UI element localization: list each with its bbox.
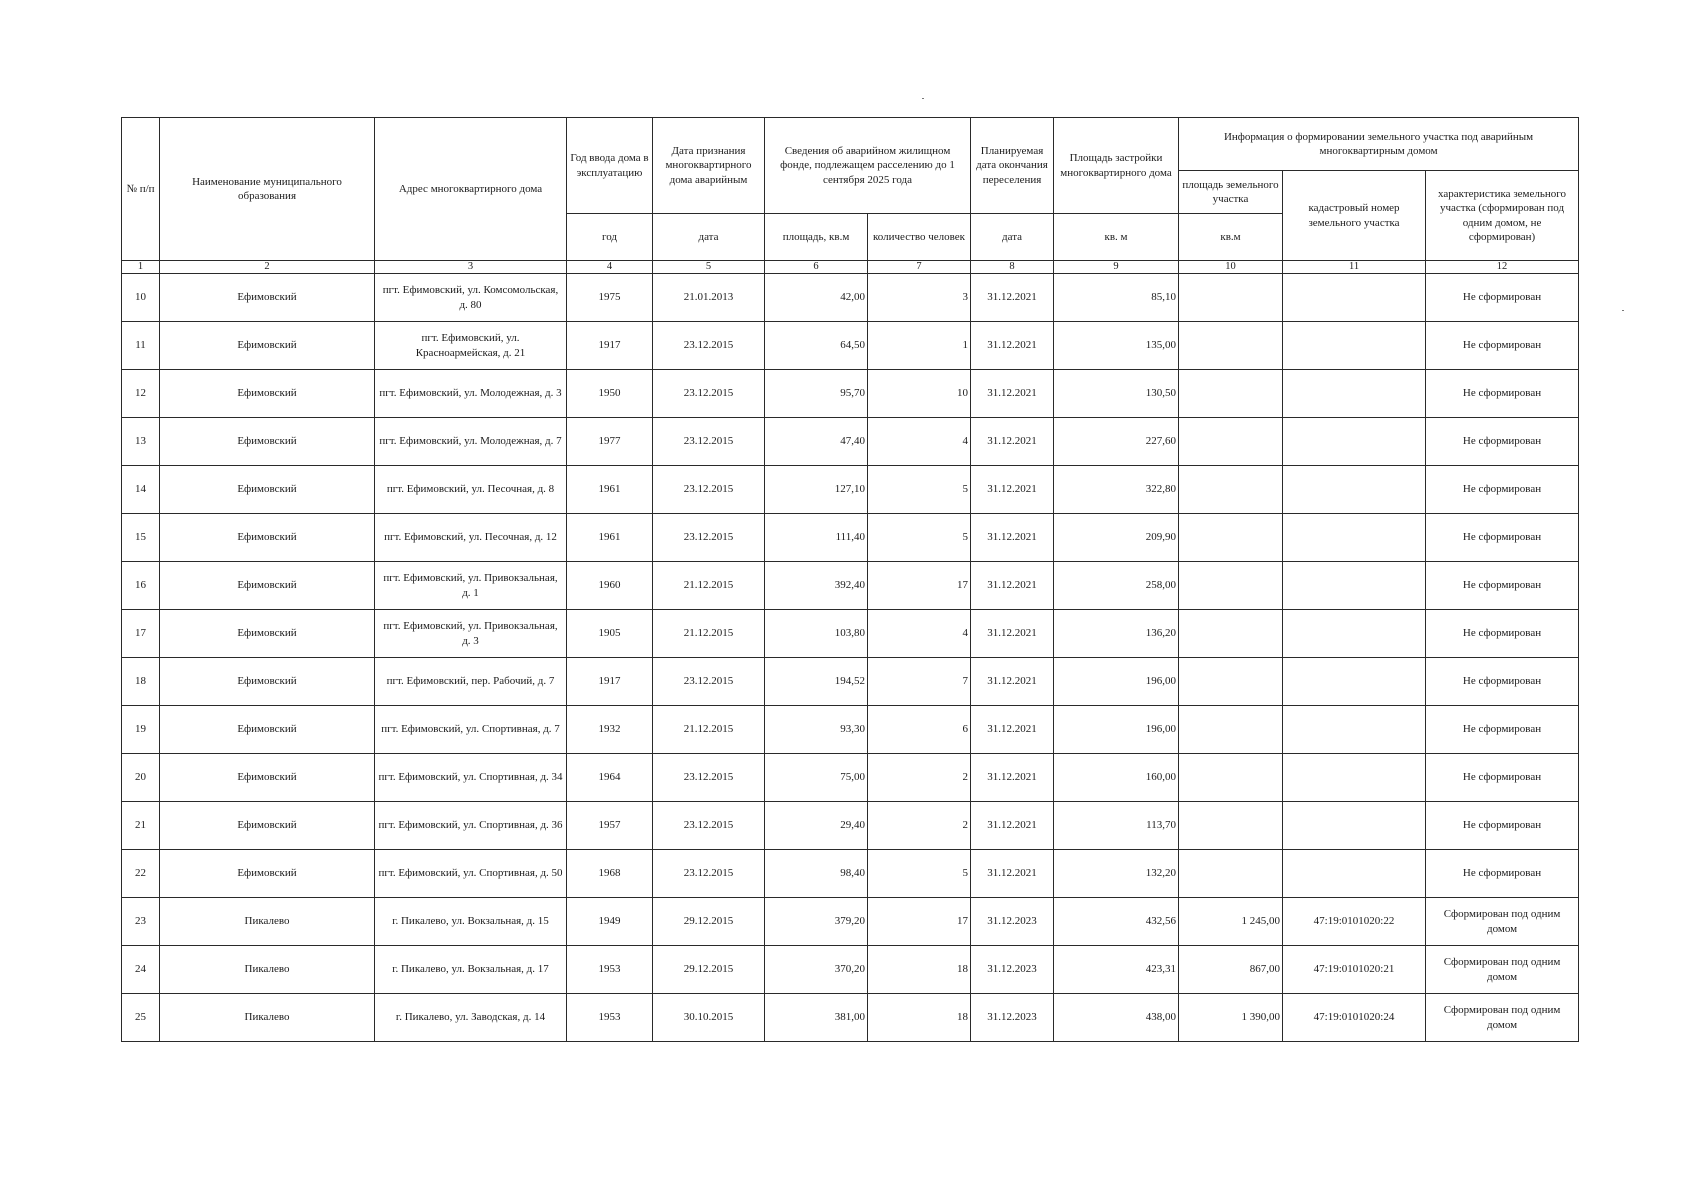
column-number: 1	[122, 261, 160, 274]
cadastral-number-cell: 47:19:0101020:24	[1283, 994, 1426, 1042]
resettlement-date-cell: 31.12.2021	[971, 466, 1054, 514]
address-cell: пгт. Ефимовский, ул. Комсомольская, д. 80	[375, 274, 567, 322]
land-area-cell	[1179, 802, 1283, 850]
year-cell: 1950	[567, 370, 653, 418]
municipality-cell: Ефимовский	[160, 418, 375, 466]
resettlement-date-cell: 31.12.2021	[971, 514, 1054, 562]
recognition-date-cell: 23.12.2015	[653, 514, 765, 562]
municipality-cell: Ефимовский	[160, 754, 375, 802]
area-cell: 103,80	[765, 610, 868, 658]
people-count-cell: 7	[868, 658, 971, 706]
table-row	[122, 850, 1579, 898]
header-no: № п/п	[122, 118, 160, 261]
building-area-cell: 135,00	[1054, 322, 1179, 370]
land-characteristic-cell: Не сформирован	[1426, 850, 1579, 898]
people-count-cell: 18	[868, 946, 971, 994]
row-number-cell: 14	[122, 466, 160, 514]
column-number: 11	[1283, 261, 1426, 274]
year-cell: 1953	[567, 946, 653, 994]
unit-date: дата	[653, 214, 765, 261]
cadastral-number-cell	[1283, 514, 1426, 562]
building-area-cell: 196,00	[1054, 706, 1179, 754]
land-characteristic-cell: Не сформирован	[1426, 562, 1579, 610]
recognition-date-cell: 23.12.2015	[653, 802, 765, 850]
resettlement-date-cell: 31.12.2023	[971, 898, 1054, 946]
people-count-cell: 2	[868, 802, 971, 850]
land-characteristic-cell: Не сформирован	[1426, 418, 1579, 466]
recognition-date-cell: 23.12.2015	[653, 370, 765, 418]
land-characteristic-cell: Не сформирован	[1426, 610, 1579, 658]
header-municipality: Наименование муниципального образования	[160, 118, 375, 261]
address-cell: пгт. Ефимовский, ул. Песочная, д. 12	[375, 514, 567, 562]
row-number-cell: 17	[122, 610, 160, 658]
address-cell: пгт. Ефимовский, ул. Молодежная, д. 3	[375, 370, 567, 418]
row-number-cell: 24	[122, 946, 160, 994]
land-area-cell	[1179, 706, 1283, 754]
unit-date: дата	[971, 214, 1054, 261]
municipality-cell: Ефимовский	[160, 850, 375, 898]
resettlement-date-cell: 31.12.2021	[971, 562, 1054, 610]
header-year: Год ввода дома в эксплуатацию	[567, 118, 653, 214]
recognition-date-cell: 23.12.2015	[653, 658, 765, 706]
unit-people: количество человек	[868, 214, 971, 261]
year-cell: 1917	[567, 658, 653, 706]
row-number-cell: 22	[122, 850, 160, 898]
table-row	[122, 514, 1579, 562]
area-cell: 392,40	[765, 562, 868, 610]
recognition-date-cell: 23.12.2015	[653, 850, 765, 898]
unit-year: год	[567, 214, 653, 261]
area-cell: 29,40	[765, 802, 868, 850]
land-characteristic-cell: Не сформирован	[1426, 370, 1579, 418]
header-land-area: площадь земельного участка	[1179, 171, 1283, 214]
column-number: 3	[375, 261, 567, 274]
year-cell: 1960	[567, 562, 653, 610]
year-cell: 1957	[567, 802, 653, 850]
people-count-cell: 4	[868, 418, 971, 466]
cadastral-number-cell	[1283, 466, 1426, 514]
recognition-date-cell: 23.12.2015	[653, 754, 765, 802]
land-characteristic-cell: Сформирован под одним домом	[1426, 994, 1579, 1042]
recognition-date-cell: 23.12.2015	[653, 466, 765, 514]
address-cell: пгт. Ефимовский, ул. Привокзальная, д. 1	[375, 562, 567, 610]
building-area-cell: 160,00	[1054, 754, 1179, 802]
address-cell: пгт. Ефимовский, ул. Спортивная, д. 50	[375, 850, 567, 898]
area-cell: 370,20	[765, 946, 868, 994]
column-number: 5	[653, 261, 765, 274]
year-cell: 1968	[567, 850, 653, 898]
year-cell: 1961	[567, 514, 653, 562]
header-land-characteristic: характеристика земельного участка (сформирован под одним домом, не сформирован)	[1426, 171, 1579, 261]
row-number-cell: 12	[122, 370, 160, 418]
municipality-cell: Пикалево	[160, 994, 375, 1042]
header-resettlement-date: Планируемая дата окончания переселения	[971, 118, 1054, 214]
cadastral-number-cell	[1283, 322, 1426, 370]
year-cell: 1917	[567, 322, 653, 370]
table-row	[122, 898, 1579, 946]
column-number: 2	[160, 261, 375, 274]
area-cell: 95,70	[765, 370, 868, 418]
people-count-cell: 5	[868, 850, 971, 898]
table-row	[122, 370, 1579, 418]
land-area-cell	[1179, 850, 1283, 898]
table-row	[122, 562, 1579, 610]
area-cell: 379,20	[765, 898, 868, 946]
building-area-cell: 258,00	[1054, 562, 1179, 610]
resettlement-date-cell: 31.12.2021	[971, 850, 1054, 898]
area-cell: 111,40	[765, 514, 868, 562]
people-count-cell: 5	[868, 466, 971, 514]
scan-speck	[1622, 310, 1624, 311]
municipality-cell: Ефимовский	[160, 322, 375, 370]
building-area-cell: 322,80	[1054, 466, 1179, 514]
land-area-cell	[1179, 754, 1283, 802]
recognition-date-cell: 21.12.2015	[653, 562, 765, 610]
table-row	[122, 754, 1579, 802]
area-cell: 127,10	[765, 466, 868, 514]
area-cell: 64,50	[765, 322, 868, 370]
land-area-cell	[1179, 322, 1283, 370]
people-count-cell: 10	[868, 370, 971, 418]
table-row	[122, 658, 1579, 706]
land-area-cell	[1179, 562, 1283, 610]
column-number: 4	[567, 261, 653, 274]
column-number: 12	[1426, 261, 1579, 274]
row-number-cell: 13	[122, 418, 160, 466]
recognition-date-cell: 29.12.2015	[653, 946, 765, 994]
year-cell: 1975	[567, 274, 653, 322]
land-area-cell: 1 390,00	[1179, 994, 1283, 1042]
recognition-date-cell: 21.12.2015	[653, 706, 765, 754]
land-area-cell	[1179, 658, 1283, 706]
column-number: 10	[1179, 261, 1283, 274]
land-characteristic-cell: Не сформирован	[1426, 466, 1579, 514]
table-row	[122, 466, 1579, 514]
year-cell: 1953	[567, 994, 653, 1042]
year-cell: 1961	[567, 466, 653, 514]
table-row	[122, 706, 1579, 754]
land-area-cell	[1179, 610, 1283, 658]
land-area-cell: 867,00	[1179, 946, 1283, 994]
unit-building-area: кв. м	[1054, 214, 1179, 261]
people-count-cell: 18	[868, 994, 971, 1042]
address-cell: г. Пикалево, ул. Заводская, д. 14	[375, 994, 567, 1042]
header-building-area: Площадь застройки многоквартирного дома	[1054, 118, 1179, 214]
cadastral-number-cell	[1283, 658, 1426, 706]
resettlement-date-cell: 31.12.2021	[971, 274, 1054, 322]
municipality-cell: Ефимовский	[160, 610, 375, 658]
resettlement-date-cell: 31.12.2023	[971, 994, 1054, 1042]
area-cell: 42,00	[765, 274, 868, 322]
resettlement-date-cell: 31.12.2021	[971, 802, 1054, 850]
land-area-cell	[1179, 466, 1283, 514]
header-cadastral: кадастровый номер земельного участка	[1283, 171, 1426, 261]
municipality-cell: Ефимовский	[160, 370, 375, 418]
people-count-cell: 5	[868, 514, 971, 562]
row-number-cell: 11	[122, 322, 160, 370]
column-number: 7	[868, 261, 971, 274]
year-cell: 1977	[567, 418, 653, 466]
year-cell: 1964	[567, 754, 653, 802]
column-number-row	[122, 261, 1579, 274]
row-number-cell: 10	[122, 274, 160, 322]
people-count-cell: 17	[868, 898, 971, 946]
land-characteristic-cell: Не сформирован	[1426, 658, 1579, 706]
cadastral-number-cell	[1283, 370, 1426, 418]
land-area-cell	[1179, 418, 1283, 466]
row-number-cell: 25	[122, 994, 160, 1042]
recognition-date-cell: 21.01.2013	[653, 274, 765, 322]
land-characteristic-cell: Не сформирован	[1426, 802, 1579, 850]
address-cell: пгт. Ефимовский, ул. Спортивная, д. 34	[375, 754, 567, 802]
address-cell: пгт. Ефимовский, ул. Песочная, д. 8	[375, 466, 567, 514]
land-area-cell	[1179, 514, 1283, 562]
table-body	[122, 261, 1579, 1042]
land-area-cell	[1179, 274, 1283, 322]
land-characteristic-cell: Не сформирован	[1426, 322, 1579, 370]
recognition-date-cell: 23.12.2015	[653, 322, 765, 370]
cadastral-number-cell	[1283, 850, 1426, 898]
year-cell: 1932	[567, 706, 653, 754]
table-row	[122, 994, 1579, 1042]
building-area-cell: 85,10	[1054, 274, 1179, 322]
resettlement-date-cell: 31.12.2021	[971, 610, 1054, 658]
municipality-cell: Ефимовский	[160, 466, 375, 514]
cadastral-number-cell	[1283, 610, 1426, 658]
cadastral-number-cell	[1283, 274, 1426, 322]
cadastral-number-cell	[1283, 562, 1426, 610]
area-cell: 75,00	[765, 754, 868, 802]
area-cell: 93,30	[765, 706, 868, 754]
resettlement-date-cell: 31.12.2021	[971, 658, 1054, 706]
resettlement-date-cell: 31.12.2021	[971, 370, 1054, 418]
building-area-cell: 130,50	[1054, 370, 1179, 418]
resettlement-date-cell: 31.12.2021	[971, 418, 1054, 466]
building-area-cell: 132,20	[1054, 850, 1179, 898]
table-row	[122, 322, 1579, 370]
land-area-cell: 1 245,00	[1179, 898, 1283, 946]
resettlement-date-cell: 31.12.2021	[971, 706, 1054, 754]
scan-speck	[922, 98, 924, 99]
recognition-date-cell: 23.12.2015	[653, 418, 765, 466]
table-row	[122, 802, 1579, 850]
address-cell: пгт. Ефимовский, ул. Красноармейская, д. 21	[375, 322, 567, 370]
building-area-cell: 113,70	[1054, 802, 1179, 850]
cadastral-number-cell	[1283, 418, 1426, 466]
row-number-cell: 15	[122, 514, 160, 562]
header-address: Адрес многоквартирного дома	[375, 118, 567, 261]
header-land-info: Информация о формировании земельного участка под аварийным многоквартирным домом	[1179, 118, 1579, 171]
municipality-cell: Ефимовский	[160, 802, 375, 850]
table-row	[122, 274, 1579, 322]
municipality-cell: Ефимовский	[160, 706, 375, 754]
column-number: 6	[765, 261, 868, 274]
cadastral-number-cell	[1283, 754, 1426, 802]
area-cell: 381,00	[765, 994, 868, 1042]
people-count-cell: 3	[868, 274, 971, 322]
municipality-cell: Пикалево	[160, 898, 375, 946]
building-area-cell: 209,90	[1054, 514, 1179, 562]
land-characteristic-cell: Сформирован под одним домом	[1426, 898, 1579, 946]
address-cell: пгт. Ефимовский, ул. Спортивная, д. 36	[375, 802, 567, 850]
area-cell: 47,40	[765, 418, 868, 466]
land-characteristic-cell: Не сформирован	[1426, 514, 1579, 562]
unit-land-area: кв.м	[1179, 214, 1283, 261]
year-cell: 1949	[567, 898, 653, 946]
municipality-cell: Ефимовский	[160, 514, 375, 562]
column-number: 9	[1054, 261, 1179, 274]
unit-area: площадь, кв.м	[765, 214, 868, 261]
recognition-date-cell: 21.12.2015	[653, 610, 765, 658]
table-row	[122, 946, 1579, 994]
table-row	[122, 610, 1579, 658]
resettlement-table	[121, 117, 1579, 1042]
row-number-cell: 23	[122, 898, 160, 946]
header-recognition-date: Дата признания многоквартирного дома аварийным	[653, 118, 765, 214]
building-area-cell: 136,20	[1054, 610, 1179, 658]
address-cell: пгт. Ефимовский, пер. Рабочий, д. 7	[375, 658, 567, 706]
row-number-cell: 20	[122, 754, 160, 802]
row-number-cell: 21	[122, 802, 160, 850]
recognition-date-cell: 30.10.2015	[653, 994, 765, 1042]
building-area-cell: 432,56	[1054, 898, 1179, 946]
cadastral-number-cell: 47:19:0101020:21	[1283, 946, 1426, 994]
recognition-date-cell: 29.12.2015	[653, 898, 765, 946]
address-cell: пгт. Ефимовский, ул. Спортивная, д. 7	[375, 706, 567, 754]
area-cell: 98,40	[765, 850, 868, 898]
column-number: 8	[971, 261, 1054, 274]
address-cell: пгт. Ефимовский, ул. Молодежная, д. 7	[375, 418, 567, 466]
municipality-cell: Ефимовский	[160, 658, 375, 706]
resettlement-date-cell: 31.12.2021	[971, 754, 1054, 802]
people-count-cell: 1	[868, 322, 971, 370]
cadastral-number-cell	[1283, 706, 1426, 754]
people-count-cell: 6	[868, 706, 971, 754]
cadastral-number-cell: 47:19:0101020:22	[1283, 898, 1426, 946]
building-area-cell: 438,00	[1054, 994, 1179, 1042]
area-cell: 194,52	[765, 658, 868, 706]
municipality-cell: Ефимовский	[160, 274, 375, 322]
row-number-cell: 18	[122, 658, 160, 706]
building-area-cell: 196,00	[1054, 658, 1179, 706]
year-cell: 1905	[567, 610, 653, 658]
building-area-cell: 227,60	[1054, 418, 1179, 466]
people-count-cell: 4	[868, 610, 971, 658]
building-area-cell: 423,31	[1054, 946, 1179, 994]
people-count-cell: 2	[868, 754, 971, 802]
address-cell: пгт. Ефимовский, ул. Привокзальная, д. 3	[375, 610, 567, 658]
people-count-cell: 17	[868, 562, 971, 610]
table-row	[122, 418, 1579, 466]
land-characteristic-cell: Не сформирован	[1426, 754, 1579, 802]
header-fund-info: Сведения об аварийном жилищном фонде, подлежащем расселению до 1 сентября 2025 года	[765, 118, 971, 214]
resettlement-date-cell: 31.12.2023	[971, 946, 1054, 994]
address-cell: г. Пикалево, ул. Вокзальная, д. 17	[375, 946, 567, 994]
resettlement-date-cell: 31.12.2021	[971, 322, 1054, 370]
row-number-cell: 19	[122, 706, 160, 754]
land-characteristic-cell: Не сформирован	[1426, 706, 1579, 754]
row-number-cell: 16	[122, 562, 160, 610]
land-characteristic-cell: Не сформирован	[1426, 274, 1579, 322]
municipality-cell: Ефимовский	[160, 562, 375, 610]
land-area-cell	[1179, 370, 1283, 418]
address-cell: г. Пикалево, ул. Вокзальная, д. 15	[375, 898, 567, 946]
land-characteristic-cell: Сформирован под одним домом	[1426, 946, 1579, 994]
cadastral-number-cell	[1283, 802, 1426, 850]
municipality-cell: Пикалево	[160, 946, 375, 994]
